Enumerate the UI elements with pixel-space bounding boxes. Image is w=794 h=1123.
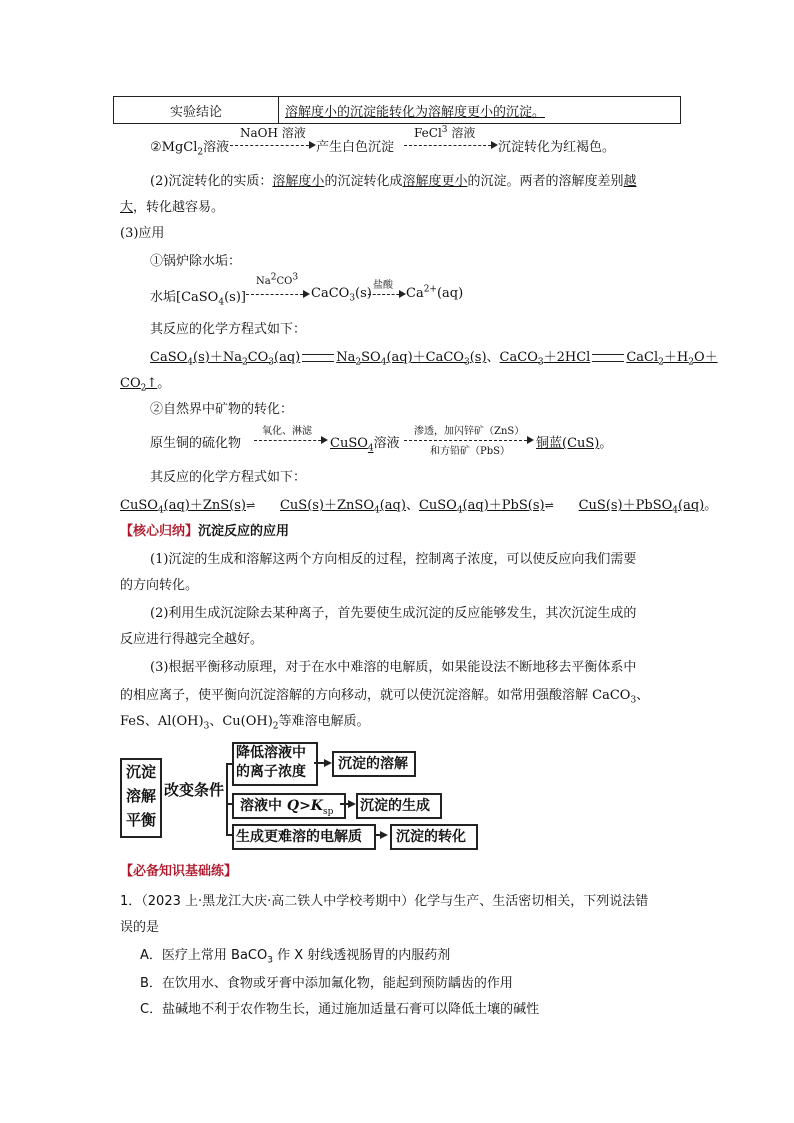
diagram-result-3: 沉淀的转化	[390, 824, 478, 850]
reaction-arrow	[254, 440, 326, 441]
diagram-root: 沉淀 溶解 平衡	[120, 758, 162, 838]
core-p2a: (2)利用生成沉淀除去某种离子，首先要使生成沉淀的反应能够发生，其次沉淀生成的	[150, 606, 637, 621]
diagram-branch-3: 生成更难溶的电解质	[232, 824, 376, 850]
diagram-branch-2: 溶液中 $Q>K_{sp}$	[232, 793, 346, 819]
option-b[interactable]: B．在饮用水、食物或牙膏中添加氟化物，能起到预防龋齿的作用	[140, 976, 513, 991]
diagram-result-1: 沉淀的溶解	[332, 751, 416, 777]
question-1-line1: 1．（2023 上·黑龙江大庆·高二铁人中学校考期中）化学与生产、生活密切相关，下列说法错	[120, 894, 649, 909]
reaction-num: ②	[150, 140, 162, 155]
reddish-brown: 沉淀转化为红褐色。	[498, 140, 616, 155]
table-label: 实验结论	[114, 97, 279, 124]
essence-line2: 大，转化越容易。	[120, 200, 225, 215]
application-item1: ①锅炉除水垢：	[150, 254, 242, 269]
reaction-arrow	[368, 294, 404, 295]
diagram-connector	[226, 763, 228, 835]
application-title: (3)应用	[120, 226, 165, 241]
reagent-pbs: 和方铅矿（PbS）	[430, 446, 510, 457]
reaction-arrow	[404, 145, 496, 146]
table-value: 溶解度小的沉淀能转化为溶解度更小的沉淀。	[279, 97, 681, 124]
white-precipitate: 产生白色沉淀	[316, 140, 395, 155]
reagent-zns: 渗透，加闪锌矿（ZnS）	[414, 426, 525, 437]
reaction-arrow	[404, 440, 532, 441]
question-1-line2: 误的是	[120, 920, 160, 935]
equation-intro-2: 其反应的化学方程式如下：	[150, 470, 307, 485]
option-a[interactable]: A．医疗上常用 BaCO$_3$ 作 X 射线透视肠胃的内服药剂	[140, 948, 451, 966]
core-p3a: (3)根据平衡移动原理，对于在水中难溶的电解质，如果能设法不断地移去平衡体系中	[150, 660, 637, 675]
reaction-arrow	[246, 294, 308, 295]
diagram-change: 改变条件	[164, 781, 225, 799]
exercise-heading: 【必备知识基础练】	[120, 864, 238, 879]
reagent-naoh: NaOH 溶液	[240, 126, 306, 140]
reaction-arrow	[230, 145, 314, 146]
reagent-hcl: 盐酸	[373, 280, 393, 291]
table-row	[114, 97, 681, 124]
diagram-branch-1: 降低溶液中 的离子浓度	[232, 742, 318, 786]
equation-caso4: $CaSO_4(s)+Na_2CO_3(aq)$ $Na_2SO_4(aq)+CaCO_3(s)$、CaCO$_3$＋2HCl $CaCl_2+H_2O+$	[150, 350, 718, 368]
core-p3c: FeS、$Al(OH)_3$、$Cu(OH)_2$等难溶电解质。	[120, 714, 370, 732]
core-heading: 【核心归纳】沉淀反应的应用	[120, 524, 290, 539]
equals-arrow	[592, 354, 624, 362]
option-c[interactable]: C．盐碱地不利于农作物生长，通过施加适量石膏可以降低土壤的碱性	[140, 1002, 540, 1017]
equation-intro-1: 其反应的化学方程式如下：	[150, 322, 307, 337]
equilibrium-arrow	[302, 354, 334, 362]
arrow-head-icon	[348, 800, 356, 808]
application-item2: ②自然界中矿物的转化：	[150, 402, 294, 417]
reagent-na2co3: $Na^2CO^3$	[256, 272, 299, 287]
reagent-oxidation: 氧化、淋滤	[262, 426, 312, 437]
equation-cuso4: CuSO$_4$(aq)＋ZnS(s)⇌ CuS(s)＋ZnSO$_4$(aq)、CuSO$_4$(aq)＋PbS(s)⇌ CuS(s)＋PbSO$_4$(aq)。	[120, 498, 718, 516]
arrow-head-icon	[380, 831, 388, 839]
reagent-fecl3: FeCl$^3$ 溶液	[414, 125, 476, 140]
diagram-result-2: 沉淀的生成	[356, 793, 442, 819]
reversible-arrow: ⇌	[245, 499, 256, 512]
core-p2b: 反应进行得越完全越好。	[120, 632, 264, 647]
arrow-head-icon	[324, 759, 332, 767]
core-p3b: 的相应离子，使平衡向沉淀溶解的方向移动，就可以使沉淀溶解。如常用强酸溶解 CaCO$_3$、	[120, 688, 650, 706]
reversible-arrow: ⇌	[544, 499, 554, 512]
conclusion-table	[113, 96, 681, 124]
essence-line1: (2)沉淀转化的实质：溶解度小的沉淀转化成溶解度更小的沉淀。两者的溶解度差别越	[150, 174, 637, 189]
core-p1a: (1)沉淀的生成和溶解这两个方向相反的过程，控制离子浓度，可以使反应向我们需要	[150, 552, 637, 567]
equation-caso4-cont: $CO_2↑$。	[120, 376, 171, 394]
core-p1b: 的方向转化。	[120, 578, 199, 593]
